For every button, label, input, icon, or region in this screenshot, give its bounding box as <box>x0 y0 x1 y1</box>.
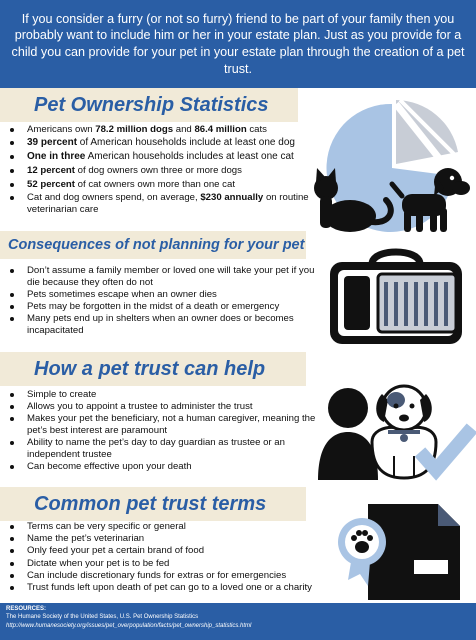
carrier-illustration <box>326 244 466 348</box>
common-header <box>0 487 306 521</box>
list-item: Trust funds left upon death of pet can go to a loved one or a charity <box>8 582 328 594</box>
terms-illustration <box>334 502 466 602</box>
intro-banner <box>0 0 476 88</box>
consequences-header <box>0 231 306 259</box>
list-item: Dictate when your pet is to be fed <box>8 558 328 570</box>
list-item: Allows you to appoint a trustee to administer the trust <box>8 401 328 413</box>
list-item: Americans own 78.2 million dogs and 86.4 million cats <box>8 124 328 136</box>
consequences-list <box>8 265 328 337</box>
list-item: Don’t assume a family member or loved one will take your pet if you die because they often do not <box>8 265 328 288</box>
stats-illustration <box>300 92 476 242</box>
list-item: 12 percent of dog owners own three or more dogs <box>8 165 328 177</box>
list-item: Simple to create <box>8 389 328 401</box>
list-item: 39 percent of American households include at least one dog <box>8 137 328 149</box>
list-item: Pets may be forgotten in the midst of a death or emergency <box>8 301 328 313</box>
how-title: How a pet trust can help <box>34 357 266 380</box>
list-item: 52 percent of cat owners own more than one cat <box>8 179 328 191</box>
list-item: Ability to name the pet’s day to day guardian as trustee or an independent trustee <box>8 437 328 460</box>
list-item: Terms can be very specific or general <box>8 521 328 533</box>
common-list <box>8 521 328 594</box>
stats-header <box>0 88 298 122</box>
list-item: Cat and dog owners spend, on average, $230 annually on routine veterinarian care <box>8 192 328 215</box>
intro-text: If you consider a furry (or not so furry) friend to be part of your family then you probably want to include him or her in your estate plan. Just as you provide for a child you can provide for your pet in your estate plan through the creation of a pet trust. <box>11 11 465 76</box>
list-item: Can become effective upon your death <box>8 461 328 473</box>
consequences-title: Consequences of not planning for your pet <box>8 237 305 253</box>
resources-url[interactable]: http://www.humanesociety.org/issues/pet_overpopulation/facts/pet_ownership_statistics.html <box>6 622 252 629</box>
list-item: One in three American households includes at least one cat <box>8 151 328 163</box>
list-item: Name the pet’s veterinarian <box>8 533 328 545</box>
how-list <box>8 389 328 473</box>
resources-footer <box>0 603 476 640</box>
list-item: Can include discretionary funds for extras or for emergencies <box>8 570 328 582</box>
list-item: Pets sometimes escape when an owner dies <box>8 289 328 301</box>
list-item: Makes your pet the beneficiary, not a human caregiver, meaning the pet’s best interest are paramount <box>8 413 328 436</box>
how-header <box>0 352 306 386</box>
person-icon <box>318 388 378 480</box>
common-title: Common pet trust terms <box>34 492 267 515</box>
resources-title: RESOURCES: <box>6 606 47 612</box>
list-item: Many pets end up in shelters when an owner does or becomes incapacitated <box>8 313 328 336</box>
stats-title: Pet Ownership Statistics <box>34 93 269 116</box>
list-item: Only feed your pet a certain brand of food <box>8 545 328 557</box>
trust-illustration <box>318 372 476 484</box>
resources-source: The Humane Society of the United States, U.S. Pet Ownership Statistics <box>6 614 199 621</box>
stats-list <box>8 124 328 217</box>
pet-carrier-icon <box>330 252 462 344</box>
